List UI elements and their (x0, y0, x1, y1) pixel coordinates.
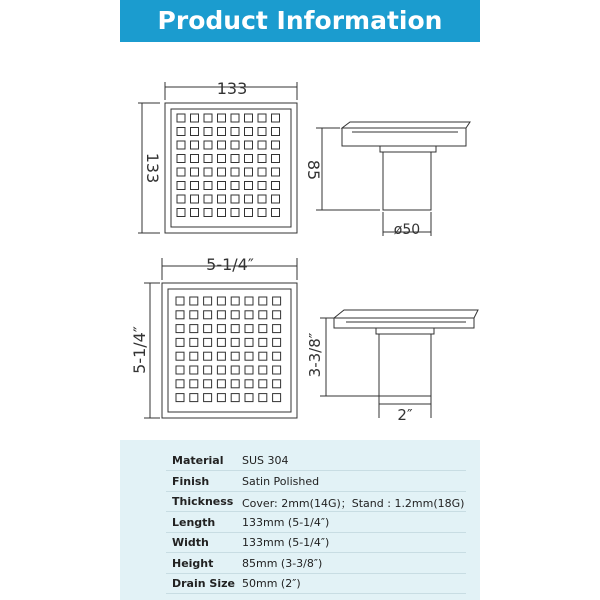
spec-label: Material (172, 454, 224, 467)
drain-hole (191, 195, 199, 203)
drain-hole (231, 325, 239, 333)
drain-hole (217, 352, 225, 360)
drain-hole (177, 155, 185, 163)
drain-hole (176, 366, 184, 374)
drain-hole (204, 380, 212, 388)
spec-label: Width (172, 536, 209, 549)
drain-hole (245, 297, 253, 305)
bottom-height-dimension: 5-1/4″ (130, 326, 149, 374)
spec-label: Length (172, 515, 216, 529)
drain-hole (177, 182, 185, 190)
bottom-width-dimension: 5-1/4″ (206, 255, 254, 274)
drain-hole (204, 114, 212, 122)
drain-hole (218, 114, 226, 122)
drain-hole (190, 352, 198, 360)
drain-hole (258, 168, 266, 176)
drain-hole (259, 297, 267, 305)
drain-hole (258, 195, 266, 203)
drain-hole (177, 128, 185, 136)
drain-hole (176, 311, 184, 319)
drain-hole (231, 155, 239, 163)
spec-value: 133mm (5-1/4″) (242, 515, 330, 529)
drain-hole (258, 155, 266, 163)
drain-hole (204, 141, 212, 149)
drain-hole (218, 141, 226, 149)
drain-hole (218, 155, 226, 163)
drain-hole (204, 366, 212, 374)
drain-hole (204, 311, 212, 319)
drain-hole (245, 338, 253, 346)
drain-hole (218, 209, 226, 217)
drain-hole (273, 311, 281, 319)
spec-row (166, 534, 466, 553)
bottom-diameter-dimension: 2″ (397, 406, 413, 424)
drain-hole (204, 195, 212, 203)
drain-hole (245, 325, 253, 333)
drain-hole (231, 182, 239, 190)
drain-hole (204, 182, 212, 190)
spec-row (166, 555, 466, 574)
drain-hole (191, 128, 199, 136)
drain-hole (272, 141, 280, 149)
drain-hole (217, 380, 225, 388)
bottom-side-view (320, 310, 478, 418)
top-diameter-dimension: ø50 (393, 222, 421, 238)
top-side-height-dimension: 85 (304, 159, 323, 181)
drain-hole (191, 182, 199, 190)
drain-hole (272, 182, 280, 190)
drain-hole (231, 195, 239, 203)
drain-hole (177, 209, 185, 217)
drain-hole (204, 155, 212, 163)
top-side-view (316, 122, 470, 236)
drain-hole (245, 141, 253, 149)
drain-hole (245, 394, 253, 402)
drain-hole (273, 380, 281, 388)
drain-hole (272, 155, 280, 163)
drain-hole (258, 209, 266, 217)
drain-hole (273, 394, 281, 402)
drain-hole (231, 114, 239, 122)
drain-hole (231, 394, 239, 402)
drain-hole (245, 168, 253, 176)
drain-hole (231, 311, 239, 319)
drain-hole (272, 168, 280, 176)
spec-value: 50mm (2″) (242, 577, 301, 590)
drain-hole (231, 141, 239, 149)
drain-hole (177, 168, 185, 176)
drain-hole (204, 325, 212, 333)
drain-hole (218, 182, 226, 190)
drain-hole (217, 366, 225, 374)
drain-hole (231, 128, 239, 136)
drain-hole (190, 311, 198, 319)
drain-hole (231, 297, 239, 305)
drain-hole (231, 209, 239, 217)
drain-hole (177, 141, 185, 149)
spec-label: Height (172, 556, 214, 570)
drain-hole (218, 128, 226, 136)
drain-hole (176, 352, 184, 360)
drain-hole (204, 209, 212, 217)
drain-hole (191, 114, 199, 122)
drain-hole (217, 394, 225, 402)
drain-hole (176, 297, 184, 305)
spec-value: 133mm (5-1/4″) (242, 536, 330, 549)
drain-hole (176, 394, 184, 402)
drain-hole (177, 114, 185, 122)
spec-row (166, 575, 466, 594)
drain-hole (191, 141, 199, 149)
drain-hole (273, 366, 281, 374)
drain-hole (258, 114, 266, 122)
spec-row (166, 473, 466, 492)
drain-hole (245, 209, 253, 217)
drain-hole (245, 311, 253, 319)
spec-row (166, 514, 466, 533)
drain-hole (217, 325, 225, 333)
drain-hole (259, 338, 267, 346)
drain-hole (259, 311, 267, 319)
drain-hole (190, 366, 198, 374)
drain-hole (191, 168, 199, 176)
drain-hole (231, 168, 239, 176)
drain-hole (217, 311, 225, 319)
drain-hole (191, 209, 199, 217)
drain-hole (273, 338, 281, 346)
drain-hole (176, 380, 184, 388)
spec-row (166, 452, 466, 471)
bottom-side-height-dimension: 3-3/8″ (306, 332, 324, 378)
drain-hole (204, 297, 212, 305)
drain-hole (272, 114, 280, 122)
drain-hole (272, 128, 280, 136)
drain-hole (204, 338, 212, 346)
drain-hole (273, 297, 281, 305)
drain-hole (259, 394, 267, 402)
drain-hole (217, 297, 225, 305)
drain-hole (259, 352, 267, 360)
bottom-plan-view (144, 258, 297, 418)
drain-hole (190, 394, 198, 402)
drain-hole (259, 325, 267, 333)
drain-hole (258, 182, 266, 190)
drain-hole (204, 168, 212, 176)
drain-hole (258, 141, 266, 149)
drain-hole (245, 366, 253, 374)
spec-row (166, 493, 466, 512)
top-width-dimension: 133 (216, 79, 248, 98)
drain-hole (190, 297, 198, 305)
spec-label: Finish (172, 474, 210, 488)
drain-hole (190, 380, 198, 388)
drain-hole (231, 338, 239, 346)
drain-hole (259, 380, 267, 388)
drain-hole (218, 168, 226, 176)
drain-hole (190, 338, 198, 346)
drain-hole (245, 352, 253, 360)
drain-hole (273, 325, 281, 333)
spec-value: 85mm (3-3/8″) (242, 556, 323, 570)
drain-hole (245, 114, 253, 122)
spec-label: Drain Size (172, 577, 235, 590)
spec-value: Satin Polished (242, 474, 320, 488)
drain-hole (245, 195, 253, 203)
specs-table (120, 440, 480, 600)
spec-label: Thickness (172, 495, 234, 508)
drain-hole (177, 195, 185, 203)
drain-hole (258, 128, 266, 136)
drain-hole (231, 366, 239, 374)
drain-hole (204, 128, 212, 136)
drain-hole (204, 394, 212, 402)
drain-hole (273, 352, 281, 360)
drain-hole (272, 195, 280, 203)
drain-hole (190, 325, 198, 333)
drain-hole (218, 195, 226, 203)
drain-hole (191, 155, 199, 163)
drain-hole (176, 338, 184, 346)
spec-value: SUS 304 (242, 454, 289, 467)
drain-hole (245, 182, 253, 190)
drain-hole (231, 380, 239, 388)
drain-hole (245, 155, 253, 163)
drain-hole (231, 352, 239, 360)
spec-value: Cover: 2mm(14G)；Stand : 1.2mm(18G) (242, 497, 465, 510)
top-height-dimension: 133 (143, 152, 162, 184)
drain-hole (272, 209, 280, 217)
drain-hole (259, 366, 267, 374)
drain-hole (204, 352, 212, 360)
drain-hole (176, 325, 184, 333)
drain-hole (245, 128, 253, 136)
drain-hole (245, 380, 253, 388)
drain-hole (217, 338, 225, 346)
page-title: Product Information (157, 6, 443, 35)
